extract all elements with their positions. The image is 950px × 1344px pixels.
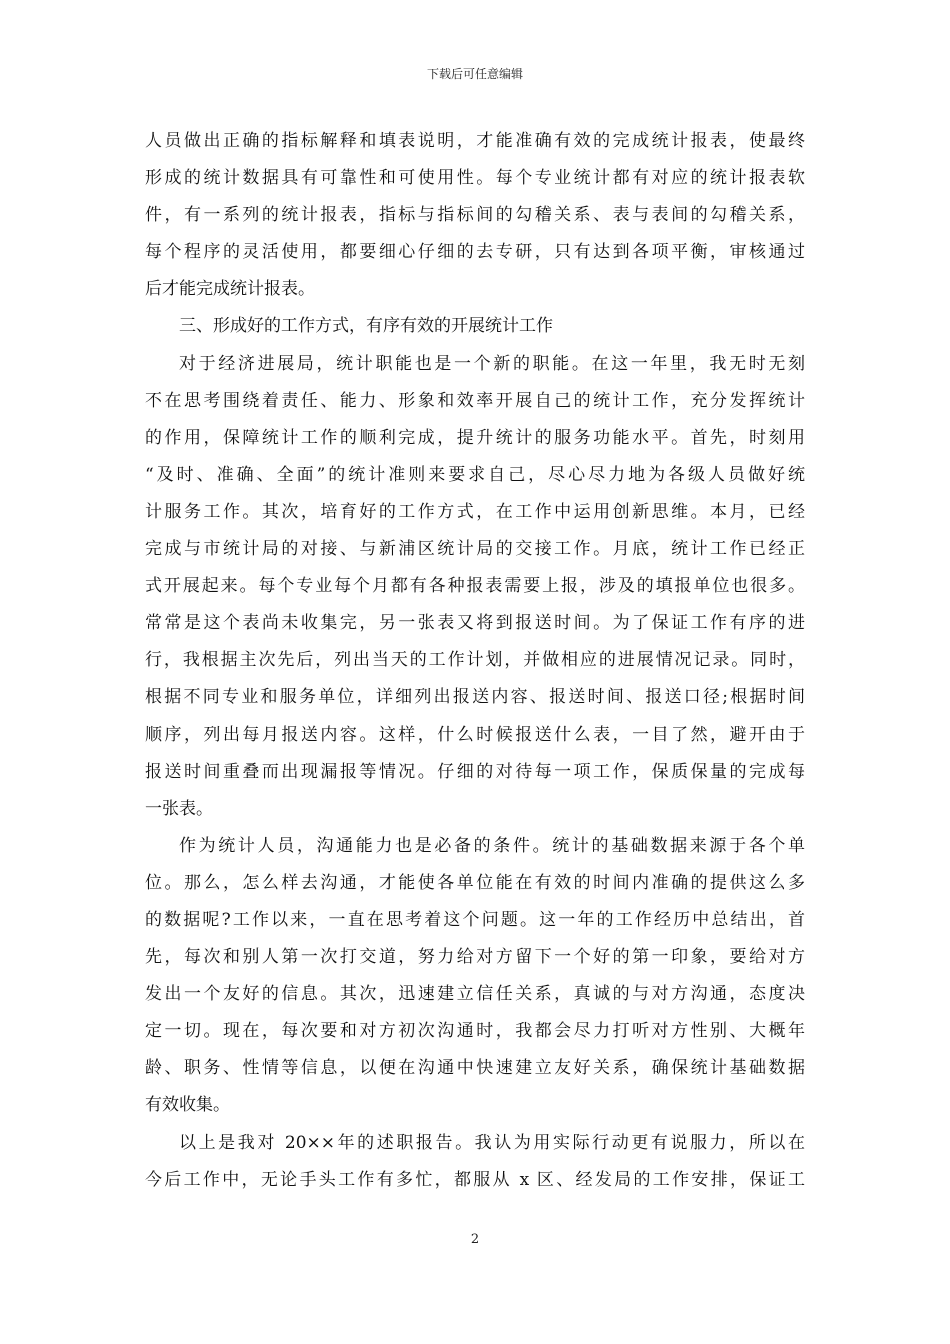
body-line: 不在思考围绕着责任、能力、形象和效率开展自己的统计工作，充分发挥统计 [145, 390, 805, 411]
body-line: 作为统计人员，沟通能力也是必备的条件。统计的基础数据来源于各个单 [179, 835, 805, 856]
body-line: 每个程序的灵活使用，都要细心仔细的去专研，只有达到各项平衡，审核通过 [145, 242, 805, 263]
body-line: 有效收集。 [145, 1095, 230, 1116]
body-line: 位。那么，怎么样去沟通，才能使各单位能在有效的时间内准确的提供这么多 [145, 872, 805, 893]
body-line: 龄、职务、性情等信息，以便在沟通中快速建立友好关系，确保统计基础数据 [145, 1058, 805, 1079]
body-line: 今后工作中，无论手头工作有多忙，都服从 x 区、经发局的工作安排，保证工 [145, 1169, 805, 1190]
body-line: 定一切。现在，每次要和对方初次沟通时，我都会尽力打听对方性别、大概年 [145, 1021, 805, 1042]
body-line: 以上是我对 20××年的述职报告。我认为用实际行动更有说服力，所以在 [179, 1132, 805, 1153]
body-line: 一张表。 [145, 798, 213, 819]
body-line: 报送时间重叠而出现漏报等情况。仔细的对待每一项工作，保质保量的完成每 [145, 761, 805, 782]
body-line: 的数据呢?工作以来，一直在思考着这个问题。这一年的工作经历中总结出，首 [145, 909, 805, 930]
body-line: 发出一个友好的信息。其次，迅速建立信任关系，真诚的与对方沟通，态度决 [145, 984, 805, 1005]
body-line: 完成与市统计局的对接、与新浦区统计局的交接工作。月底，统计工作已经正 [145, 539, 805, 560]
section-heading: 三、形成好的工作方式，有序有效的开展统计工作 [179, 316, 553, 337]
body-line: 的作用，保障统计工作的顺利完成，提升统计的服务功能水平。首先，时刻用 [145, 427, 805, 448]
body-line: 对于经济进展局，统计职能也是一个新的职能。在这一年里，我无时无刻 [179, 353, 805, 374]
body-line: 顺序，列出每月报送内容。这样，什么时候报送什么表，一目了然，避开由于 [145, 724, 805, 745]
body-line: 件，有一系列的统计报表，指标与指标间的勾稽关系、表与表间的勾稽关系， [145, 205, 805, 226]
body-line: 式开展起来。每个专业每个月都有各种报表需要上报，涉及的填报单位也很多。 [145, 576, 805, 597]
body-line: 根据不同专业和服务单位，详细列出报送内容、报送时间、报送口径;根据时间 [145, 687, 805, 708]
body-line: 常常是这个表尚未收集完，另一张表又将到报送时间。为了保证工作有序的进 [145, 613, 805, 634]
body-line: 先，每次和别人第一次打交道，努力给对方留下一个好的第一印象，要给对方 [145, 947, 805, 968]
page-header-note: 下载后可任意编辑 [426, 67, 523, 81]
document-body [145, 123, 805, 1199]
body-line: 后才能完成统计报表。 [145, 279, 315, 300]
page-number: 2 [470, 1232, 480, 1247]
body-line: “及时、准确、全面”的统计准则来要求自己，尽心尽力地为各级人员做好统 [145, 464, 805, 485]
body-line: 计服务工作。其次，培育好的工作方式，在工作中运用创新思维。本月，已经 [145, 501, 805, 522]
body-line: 人员做出正确的指标解释和填表说明，才能准确有效的完成统计报表，使最终 [145, 131, 805, 151]
body-line: 形成的统计数据具有可靠性和可使用性。每个专业统计都有对应的统计报表软 [145, 168, 805, 189]
body-line: 行，我根据主次先后，列出当天的工作计划，并做相应的进展情况记录。同时， [145, 650, 805, 671]
